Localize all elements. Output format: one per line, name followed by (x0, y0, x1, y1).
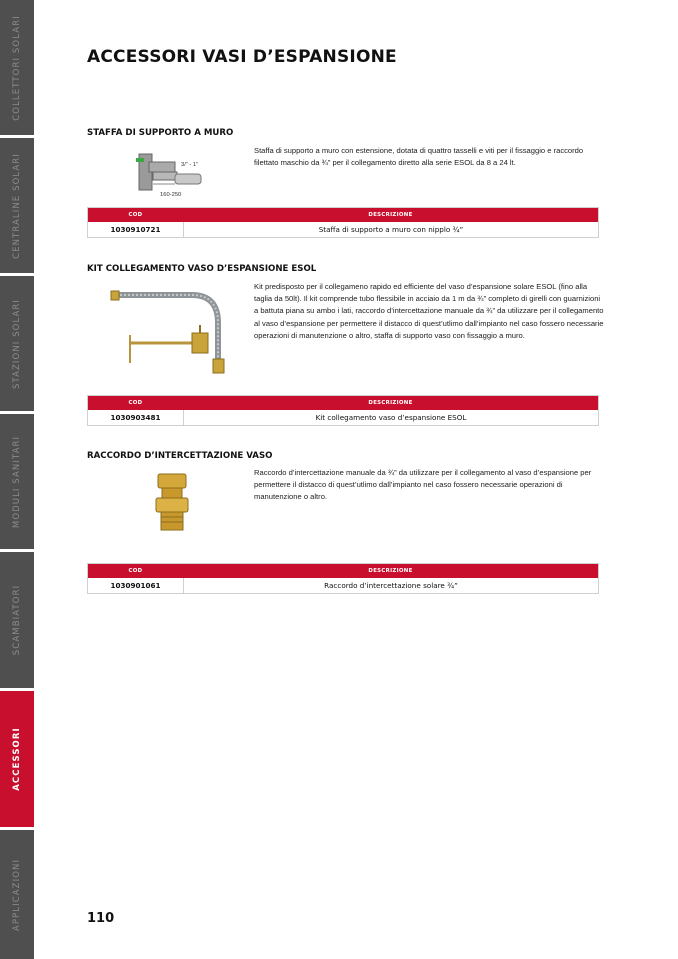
page-number: 110 (87, 911, 115, 926)
table-raccordo (87, 563, 599, 594)
header-cod: COD (128, 568, 143, 574)
cell-descrizione: Raccordo d’intercettazione solare ¾” (183, 578, 598, 593)
valve-fitting-image (152, 472, 192, 534)
sidebar-tab-scambiatori[interactable]: SCAMBIATORI (0, 552, 34, 691)
sidebar-tab-centraline-solari[interactable]: CENTRALINE SOLARI (0, 138, 34, 276)
expansion-kit-image (110, 283, 245, 381)
length-range-label: 160-250 (160, 192, 182, 198)
table-header (88, 208, 598, 222)
sidebar-tab-stazioni-solari[interactable]: STAZIONI SOLARI (0, 276, 34, 414)
thread-size-label: 3/” - 1” (181, 162, 199, 168)
description-kit: Kit predisposto per il collegameno rapido ed efficiente del vaso d’espansione solare ESOL (fino alla taglia da 50lt). Il kit comprende tubo flessibile in acciaio da 1 m da ¾” completo di girelli con guarnizioni a battuta piana su ambo i lati, raccordo d’intercettazione manuale da ¾” da utilizzare per il collegamento al vaso d’espansione per permettere il distacco di quest’utlimo dall’impianto nel caso fossero necessarie operazioni di manutenzione o altro, staffa di supporto vaso con fissaggio a muro. (254, 282, 604, 340)
table-header (88, 396, 598, 410)
header-descrizione: DESCRIZIONE (368, 212, 413, 218)
section-title-staffa: STAFFA DI SUPPORTO A MURO (87, 128, 234, 138)
section-title-raccordo: RACCORDO D’INTERCETTAZIONE VASO (87, 451, 273, 461)
table-row (88, 410, 598, 425)
section-title-kit: KIT COLLEGAMENTO VASO D’ESPANSIONE ESOL (87, 264, 317, 274)
cell-cod: 1030901061 (110, 581, 161, 590)
sidebar-tab-accessori[interactable]: ACCESSORI (0, 691, 34, 830)
table-row (88, 222, 598, 237)
sidebar-tab-applicazioni[interactable]: APPLICAZIONI (0, 830, 34, 959)
table-staffa (87, 207, 599, 238)
header-cod: COD (128, 400, 143, 406)
table-header (88, 564, 598, 578)
sidebar (0, 0, 34, 959)
header-descrizione: DESCRIZIONE (368, 568, 413, 574)
sidebar-tab-moduli-sanitari[interactable]: MODULI SANITARI (0, 414, 34, 552)
cell-descrizione: Staffa di supporto a muro con nipplo ¾” (183, 222, 598, 237)
sidebar-tab-collettori-solari[interactable]: COLLETTORI SOLARI (0, 0, 34, 138)
cell-cod: 1030903481 (110, 413, 161, 422)
table-row (88, 578, 598, 593)
header-descrizione: DESCRIZIONE (368, 400, 413, 406)
page-title: ACCESSORI VASI D’ESPANSIONE (87, 47, 397, 67)
header-cod: COD (128, 212, 143, 218)
cell-descrizione: Kit collegamento vaso d’espansione ESOL (183, 410, 598, 425)
description-staffa: Staffa di supporto a muro con estensione, dotata di quattro tasselli e viti per il fissaggio e raccordo filettato maschio da ¾” per il collegamento diretto alla serie ESOL da 8 a 24 lt. (254, 146, 584, 168)
table-kit (87, 395, 599, 426)
description-raccordo: Raccordo d’intercettazione manuale da ¾” da utilizzare per il collegamento al vaso d’espansione per permettere il distacco di quest’utlimo dall’impianto nel caso fossero necessarie operazioni di manutenzione o altro. (254, 468, 592, 502)
cell-cod: 1030910721 (110, 225, 161, 234)
